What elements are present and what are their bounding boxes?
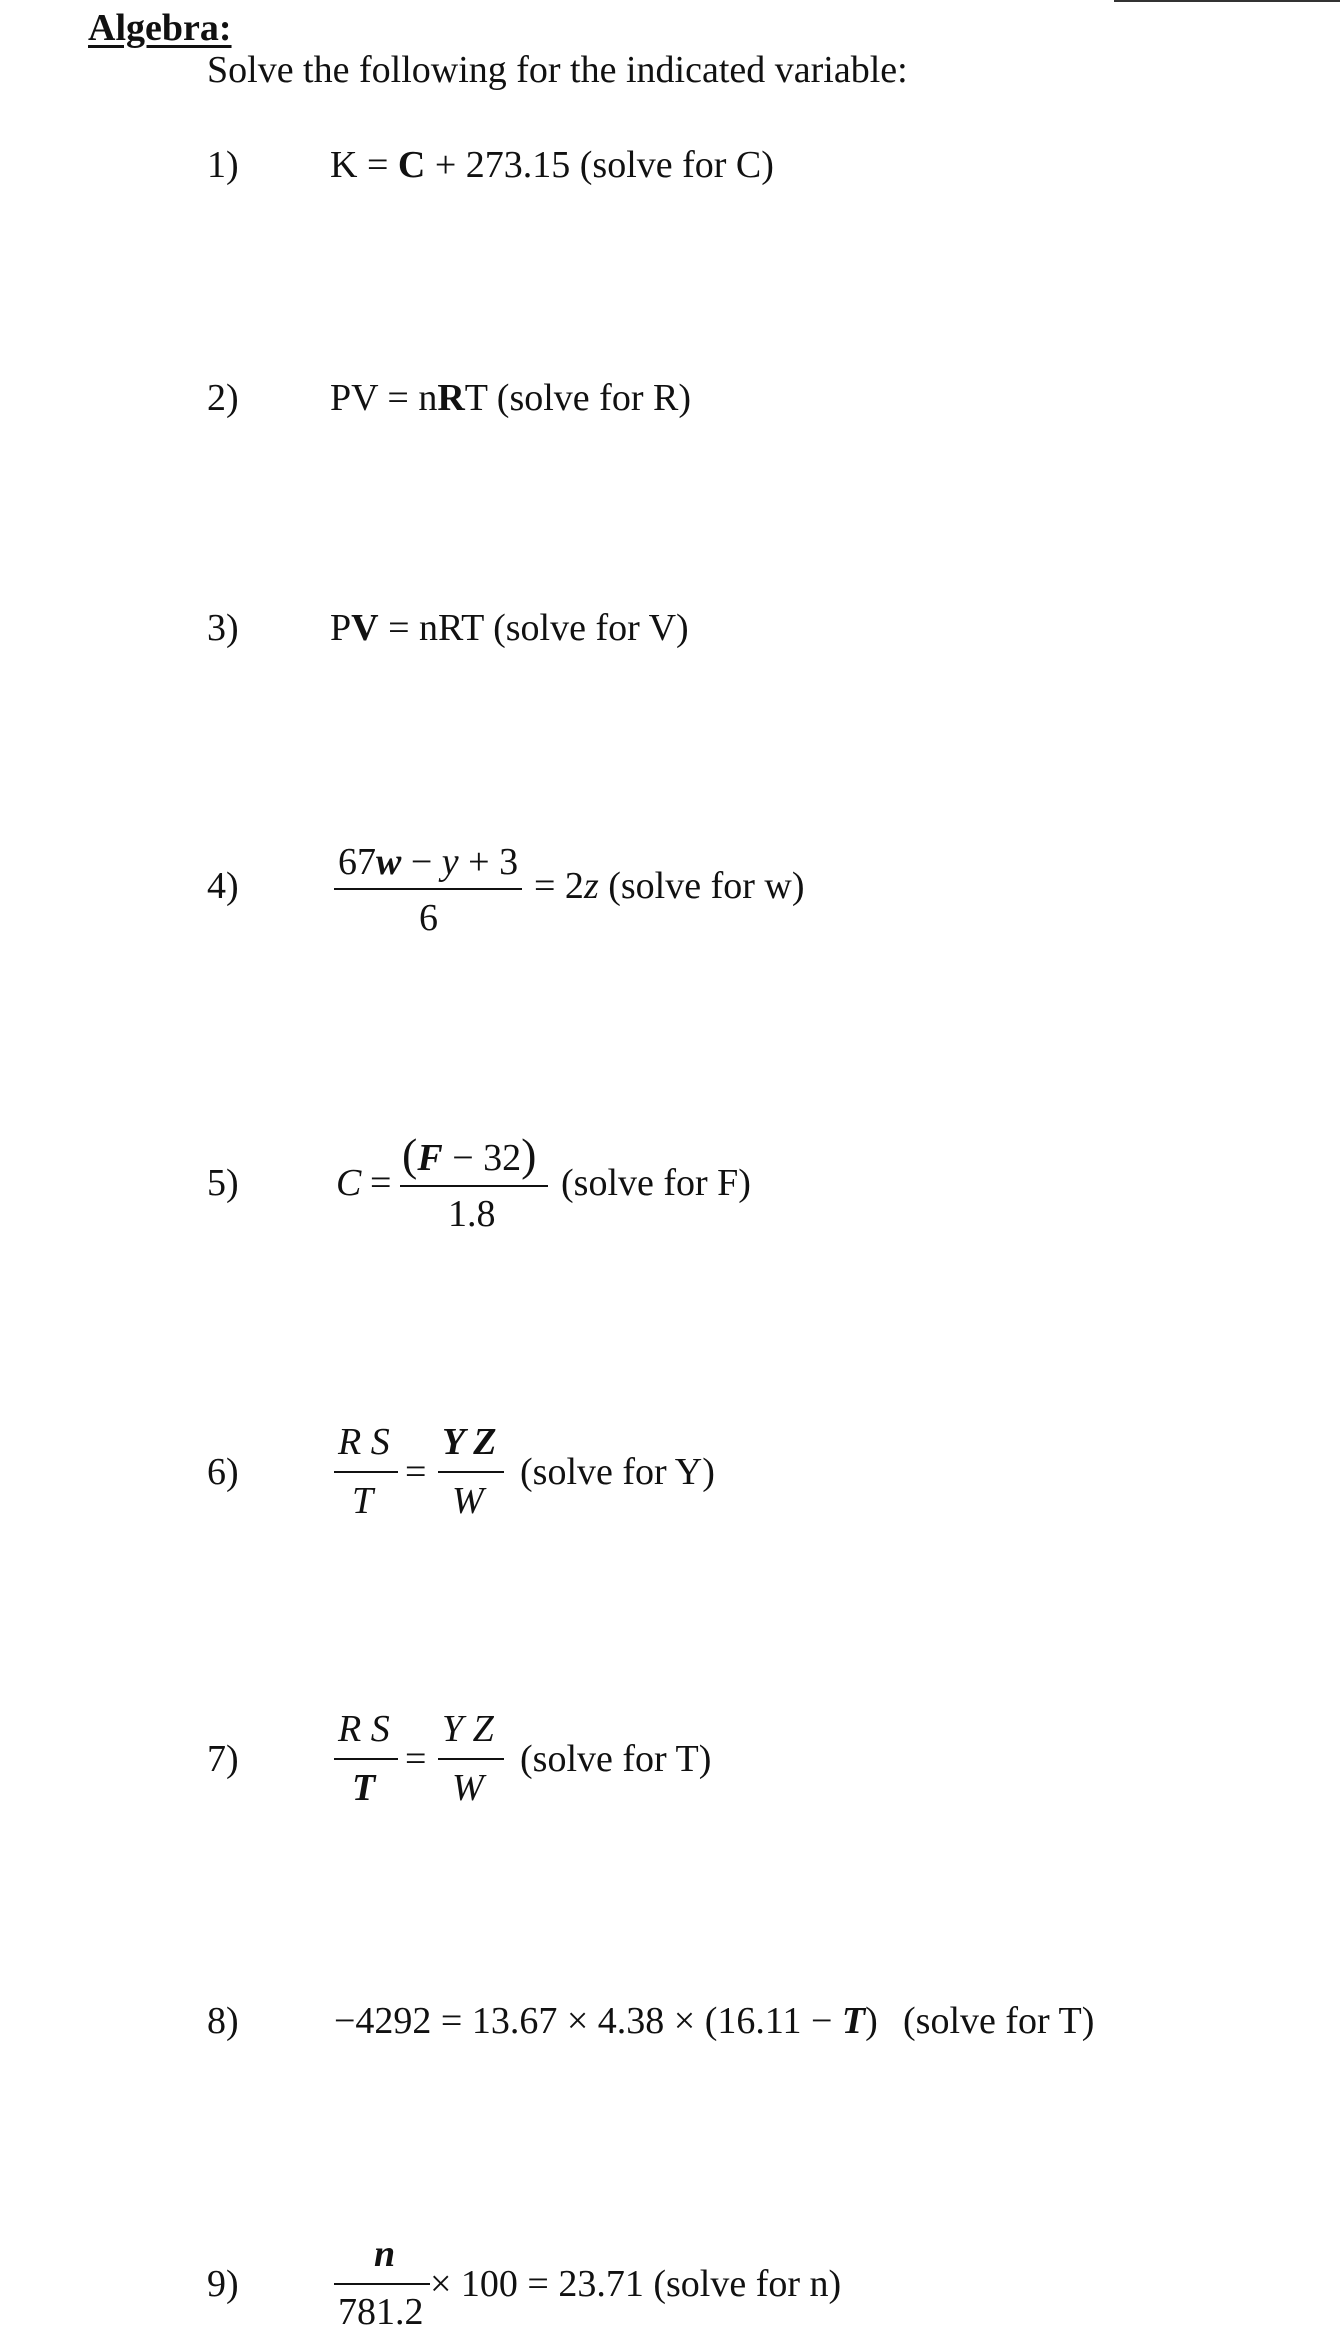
problem-4-denominator: 6	[419, 897, 438, 939]
problem-1-number: 1)	[207, 144, 239, 186]
problem-2-target-variable: R	[437, 377, 465, 419]
problem-5-numerator: (F − 32)	[402, 1129, 537, 1180]
problem-5-target-variable: F	[417, 1137, 443, 1179]
problem-6-left-denominator: T	[352, 1480, 374, 1522]
problem-1-target-variable: C	[397, 144, 426, 186]
problem-2-text-a: PV = n	[330, 377, 438, 419]
problem-4-rhs: = 2z (solve for w)	[534, 865, 805, 907]
instructions: Solve the following for the indicated variable:	[207, 49, 908, 91]
problem-7-right-fraction-bar	[438, 1758, 504, 1760]
problem-6-target-variable: Y Z	[442, 1421, 497, 1463]
problem-5-fraction-bar	[400, 1185, 548, 1187]
name-blank-line	[1114, 0, 1340, 2]
section-heading: Algebra:	[88, 7, 232, 49]
problem-7-instruction: (solve for T)	[520, 1738, 712, 1780]
problem-4-number: 4)	[207, 865, 239, 907]
problem-8-equation: −4292 = 13.67 × 4.38 × (16.11 − T)	[334, 2000, 878, 2042]
problem-6-left-fraction-bar	[334, 1471, 398, 1473]
problem-5-number: 5)	[207, 1162, 239, 1204]
problem-3-number: 3)	[207, 607, 239, 649]
problem-2-text-b: T (solve for R)	[464, 377, 691, 419]
problem-3-text-b: = nRT (solve for V)	[378, 607, 689, 649]
problem-8-number: 8)	[207, 2000, 239, 2042]
problem-3-text-a: P	[330, 607, 352, 649]
problem-5-denominator: 1.8	[448, 1193, 496, 1235]
problem-3-equation	[330, 606, 689, 650]
problem-6-right-fraction-bar	[438, 1471, 504, 1473]
problem-7-right-numerator: Y Z	[442, 1708, 494, 1750]
problem-9-number: 9)	[207, 2263, 239, 2305]
problem-1-text-a: K =	[330, 144, 398, 186]
problem-1-text-b: + 273.15 (solve for C)	[425, 144, 774, 186]
problem-7-number: 7)	[207, 1738, 239, 1780]
problem-3-target-variable: V	[351, 607, 379, 649]
problem-5-instruction: (solve for F)	[561, 1162, 751, 1204]
problem-9-fraction-bar	[334, 2283, 430, 2285]
problem-6-right-denominator: W	[452, 1480, 484, 1522]
problem-4-target-variable: w	[376, 841, 402, 883]
problem-6-left-numerator: R S	[338, 1421, 390, 1463]
problem-6-equals: =	[405, 1451, 427, 1493]
problem-8-target-variable: T	[841, 2000, 866, 2042]
problem-2-number: 2)	[207, 377, 239, 419]
problem-7-right-denominator: W	[452, 1767, 484, 1809]
problem-6-right-numerator	[442, 1420, 497, 1464]
problem-4-numerator: 67w − y + 3	[338, 841, 519, 883]
problem-7-target-variable: T	[352, 1767, 376, 1809]
problem-7-left-fraction-bar	[334, 1758, 398, 1760]
problem-6-instruction: (solve for Y)	[520, 1451, 715, 1493]
problem-9-target-variable: n	[374, 2233, 396, 2275]
problem-5-lhs: C	[336, 1162, 362, 1204]
problem-6-number: 6)	[207, 1451, 239, 1493]
problem-9-rest: × 100 = 23.71 (solve for n)	[430, 2263, 842, 2305]
problem-5-equals: =	[370, 1162, 392, 1204]
problem-8-instruction: (solve for T)	[903, 2000, 1095, 2042]
problem-1-equation	[330, 143, 774, 187]
problem-7-left-numerator: R S	[338, 1708, 390, 1750]
problem-9-denominator: 781.2	[338, 2291, 424, 2333]
problem-7-equals: =	[405, 1738, 427, 1780]
problem-2-equation	[330, 376, 691, 420]
problem-4-fraction-bar	[334, 888, 522, 890]
